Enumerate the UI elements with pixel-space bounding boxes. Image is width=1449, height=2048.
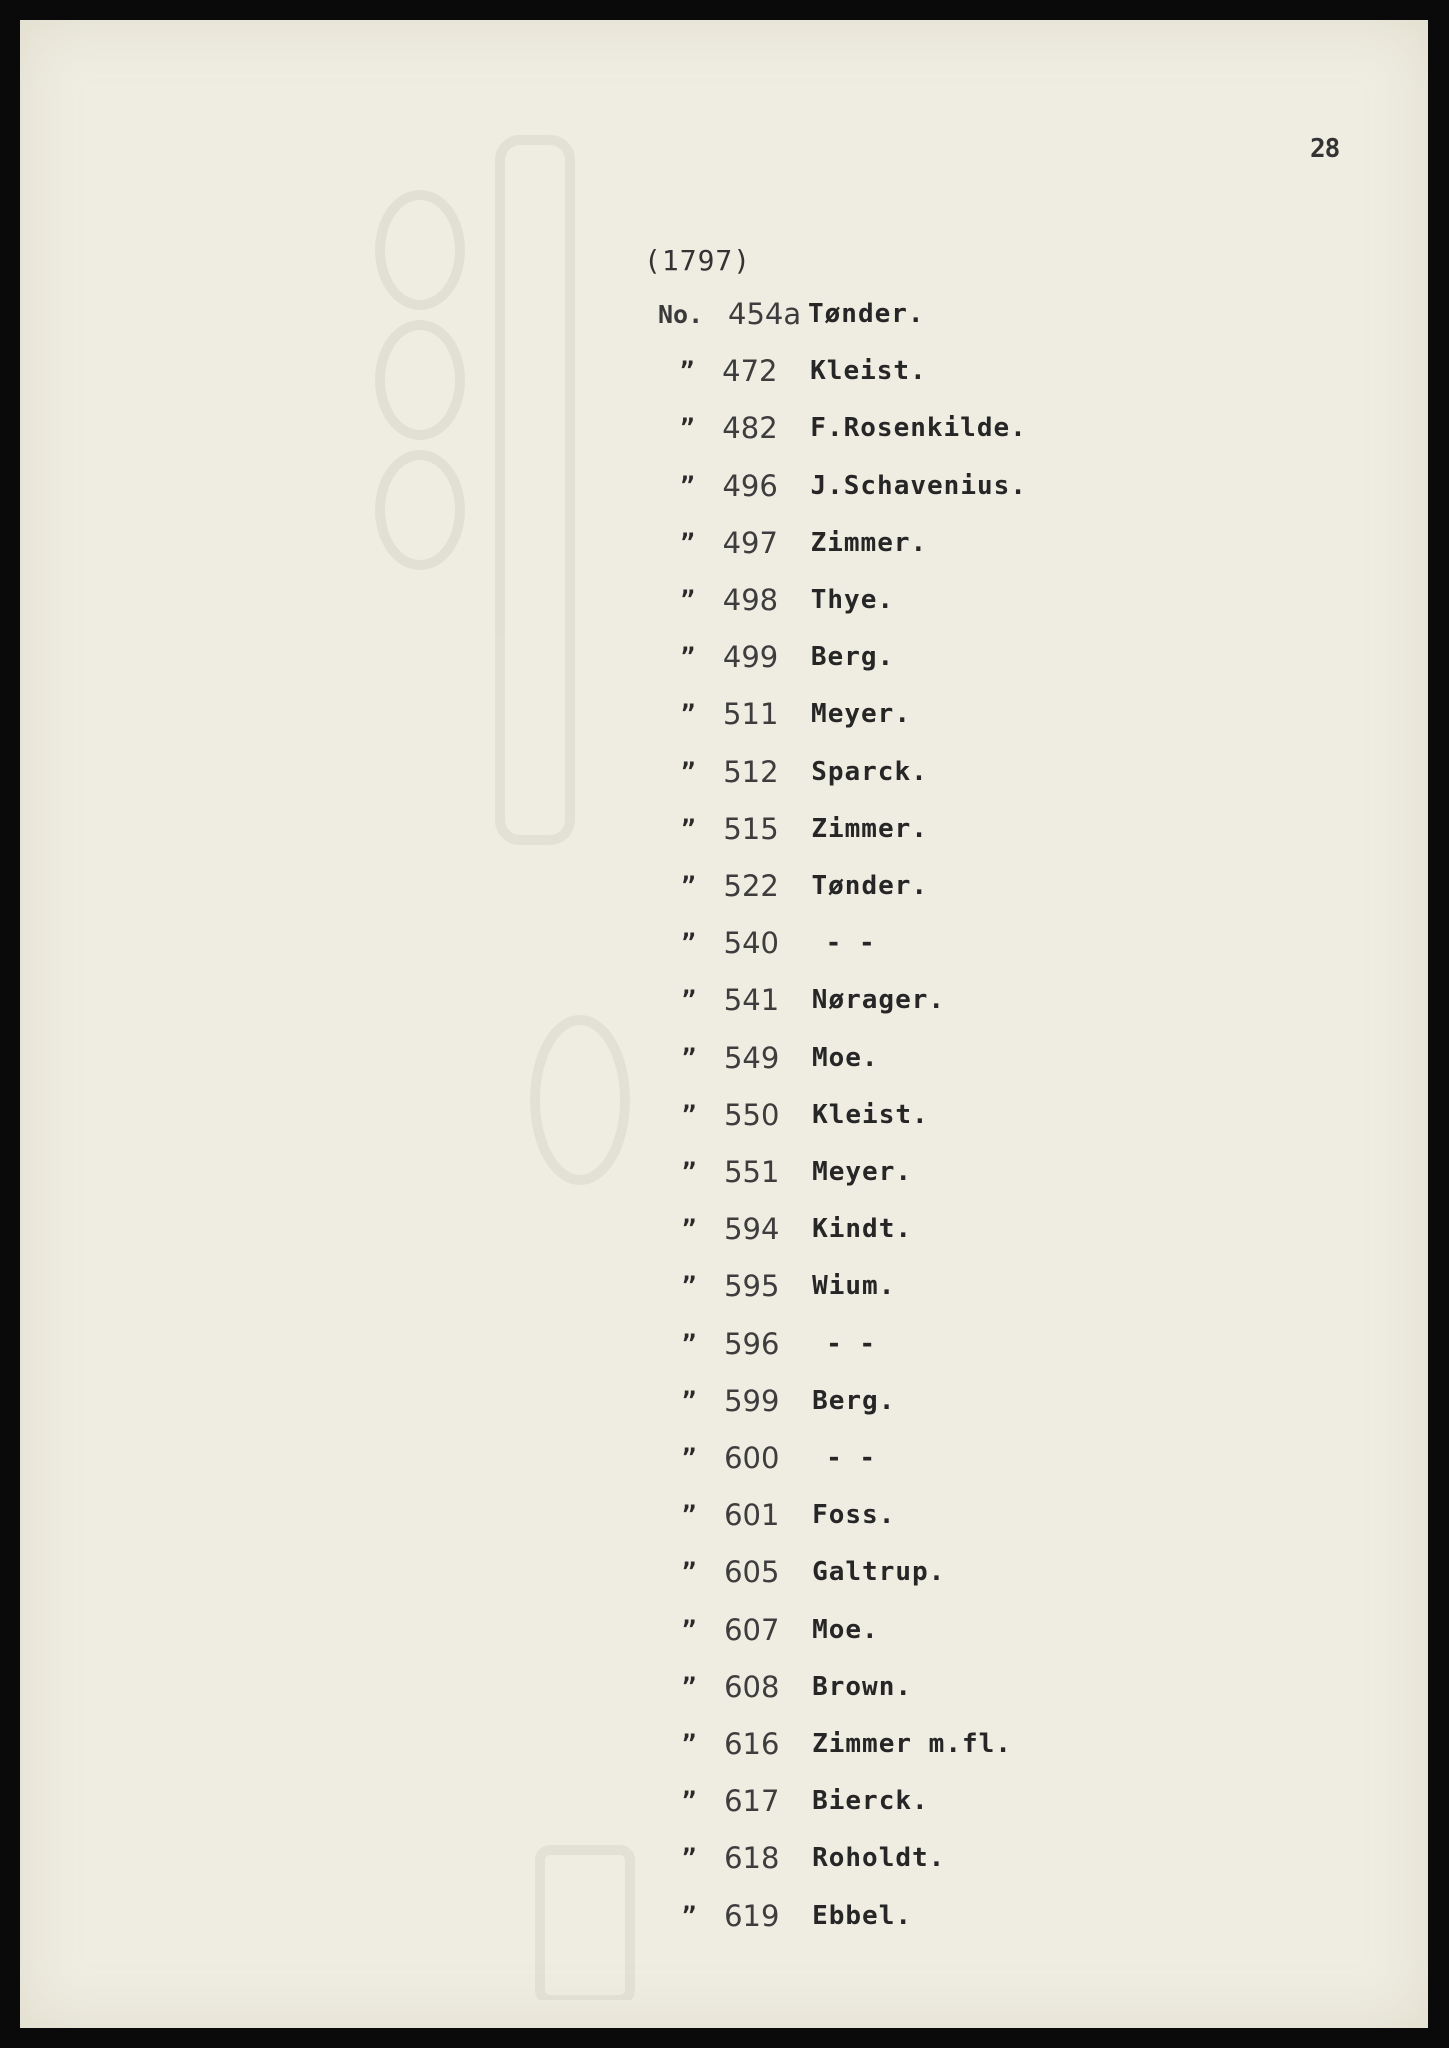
- entry-number: 522: [723, 869, 779, 903]
- list-item: [658, 294, 925, 334]
- entry-number: 618: [724, 1841, 780, 1876]
- ditto-mark: ”: [680, 700, 696, 729]
- entry-number: 549: [723, 1040, 780, 1075]
- entry-number: 497: [722, 525, 778, 560]
- entry-name: Zimmer.: [810, 527, 928, 558]
- entry-number: 608: [724, 1669, 780, 1704]
- entry-name: F.Rosenkilde.: [810, 413, 1027, 444]
- list-item: [667, 523, 928, 563]
- entry-number: 540: [723, 926, 779, 961]
- list-item: [668, 1781, 929, 1821]
- entry-number: 595: [724, 1269, 780, 1304]
- entry-number: 551: [724, 1155, 780, 1189]
- entry-number: 512: [723, 754, 779, 789]
- ditto-mark: ”: [681, 1215, 697, 1244]
- ditto-mark: ”: [681, 1844, 697, 1873]
- ditto-mark: ”: [679, 357, 695, 386]
- ditto-mark: ”: [681, 1272, 697, 1301]
- entry-number: 596: [724, 1326, 780, 1361]
- entry-number: 600: [724, 1441, 780, 1475]
- ditto-mark: ”: [680, 414, 695, 443]
- ditto-mark: ”: [681, 1100, 697, 1129]
- entry-number: 605: [724, 1555, 780, 1590]
- ditto-mark: ”: [680, 586, 695, 614]
- list-item: [667, 637, 894, 677]
- entry-name: Roholdt.: [812, 1843, 946, 1874]
- entry-number: 599: [724, 1383, 780, 1418]
- entry-name: Tønder.: [808, 299, 925, 329]
- entry-number: 594: [724, 1212, 780, 1247]
- entry-name: Kleist.: [812, 1099, 929, 1130]
- entry-number: 616: [724, 1727, 780, 1761]
- entry-name: - -: [826, 1328, 877, 1359]
- entry-name: - -: [826, 1443, 877, 1473]
- ditto-mark: ”: [681, 1386, 697, 1415]
- entry-name: Foss.: [812, 1500, 896, 1531]
- ditto-mark: ”: [681, 1787, 697, 1816]
- entry-name: Thye.: [810, 585, 895, 615]
- entry-name: Kindt.: [812, 1214, 913, 1245]
- ditto-mark: ”: [681, 1901, 697, 1930]
- ditto-mark: ”: [681, 1444, 697, 1472]
- entry-number: 511: [723, 697, 779, 732]
- entry-number: 498: [722, 583, 779, 617]
- entry-name: Nørager.: [811, 985, 946, 1016]
- entry-number: 515: [723, 811, 779, 846]
- entry-number: 601: [724, 1498, 780, 1533]
- entry-number: 607: [724, 1612, 780, 1647]
- ditto-mark: ”: [681, 1672, 697, 1701]
- ditto-mark: ”: [681, 1501, 697, 1530]
- entry-name: Moe.: [812, 1614, 879, 1645]
- list-item: [667, 809, 928, 849]
- entry-name: - -: [825, 928, 876, 959]
- ditto-mark: ”: [680, 643, 696, 672]
- number-prefix: No.: [658, 299, 704, 329]
- list-item: [668, 980, 945, 1020]
- list-item: [668, 1838, 945, 1878]
- list-item: [668, 1896, 912, 1936]
- ditto-mark: ”: [680, 528, 695, 557]
- entry-name: Berg.: [810, 642, 895, 673]
- list-item: [666, 466, 1027, 506]
- list-item: [668, 1438, 876, 1478]
- ditto-mark: ”: [681, 929, 696, 958]
- entry-number: 496: [722, 468, 778, 503]
- list-item: [668, 1667, 912, 1707]
- list-item: [668, 1324, 876, 1364]
- ditto-mark: ”: [681, 1558, 697, 1587]
- entry-name: Zimmer m.fl.: [812, 1729, 1012, 1759]
- ditto-mark: ”: [681, 1329, 697, 1358]
- entry-name: Moe.: [811, 1042, 879, 1073]
- entry-number: 482: [722, 411, 778, 446]
- list-item: [668, 1038, 879, 1078]
- ditto-mark: ”: [681, 1730, 697, 1758]
- entry-name: Berg.: [812, 1385, 896, 1416]
- entry-name: Tønder.: [811, 871, 929, 901]
- ditto-mark: ”: [681, 1158, 697, 1186]
- ditto-mark: ”: [681, 872, 696, 900]
- list-item: [668, 1610, 879, 1650]
- list-item: [666, 351, 927, 391]
- list-item: [668, 1209, 912, 1249]
- document-page: [20, 20, 1428, 2028]
- entry-name: Meyer.: [812, 1157, 913, 1187]
- list-item: [668, 1095, 929, 1135]
- entry-name: Brown.: [812, 1671, 913, 1702]
- list-item: [668, 923, 876, 963]
- year-heading: (1797): [644, 244, 752, 277]
- list-item: [668, 1495, 895, 1535]
- entry-name: Sparck.: [811, 756, 928, 787]
- list-item: [668, 1381, 895, 1421]
- entry-number: 541: [723, 983, 780, 1018]
- entry-number: 619: [724, 1898, 780, 1933]
- entry-name: J.Schavenius.: [810, 470, 1027, 501]
- ditto-mark: ”: [681, 814, 696, 843]
- page-number: 28: [1310, 134, 1340, 164]
- entry-number: 454a: [728, 297, 802, 331]
- entry-name: Wium.: [812, 1271, 896, 1302]
- ditto-mark: ”: [681, 986, 697, 1015]
- list-item: [668, 1552, 945, 1592]
- entry-number: 617: [724, 1784, 780, 1819]
- list-item: [667, 580, 894, 620]
- ditto-mark: ”: [681, 1615, 697, 1644]
- entry-name: Bierck.: [812, 1786, 929, 1817]
- list-item: [668, 1266, 895, 1306]
- entry-number: 550: [724, 1097, 780, 1132]
- ditto-mark: ”: [680, 757, 696, 786]
- entry-number: 499: [722, 640, 779, 675]
- entry-name: Meyer.: [811, 699, 911, 730]
- ditto-mark: ”: [680, 471, 695, 500]
- entry-name: Kleist.: [810, 356, 927, 387]
- ditto-mark: ”: [681, 1043, 697, 1072]
- list-item: [668, 866, 929, 906]
- list-item: [666, 408, 1027, 448]
- list-item: [668, 1152, 912, 1192]
- entry-name: Zimmer.: [811, 813, 928, 844]
- entry-name: Galtrup.: [812, 1557, 946, 1588]
- entry-number: 472: [722, 354, 778, 389]
- list-item: [667, 752, 928, 792]
- entry-list: [20, 20, 1428, 2028]
- list-item: [668, 1724, 1012, 1764]
- list-item: [667, 694, 911, 734]
- entry-name: Ebbel.: [812, 1900, 913, 1931]
